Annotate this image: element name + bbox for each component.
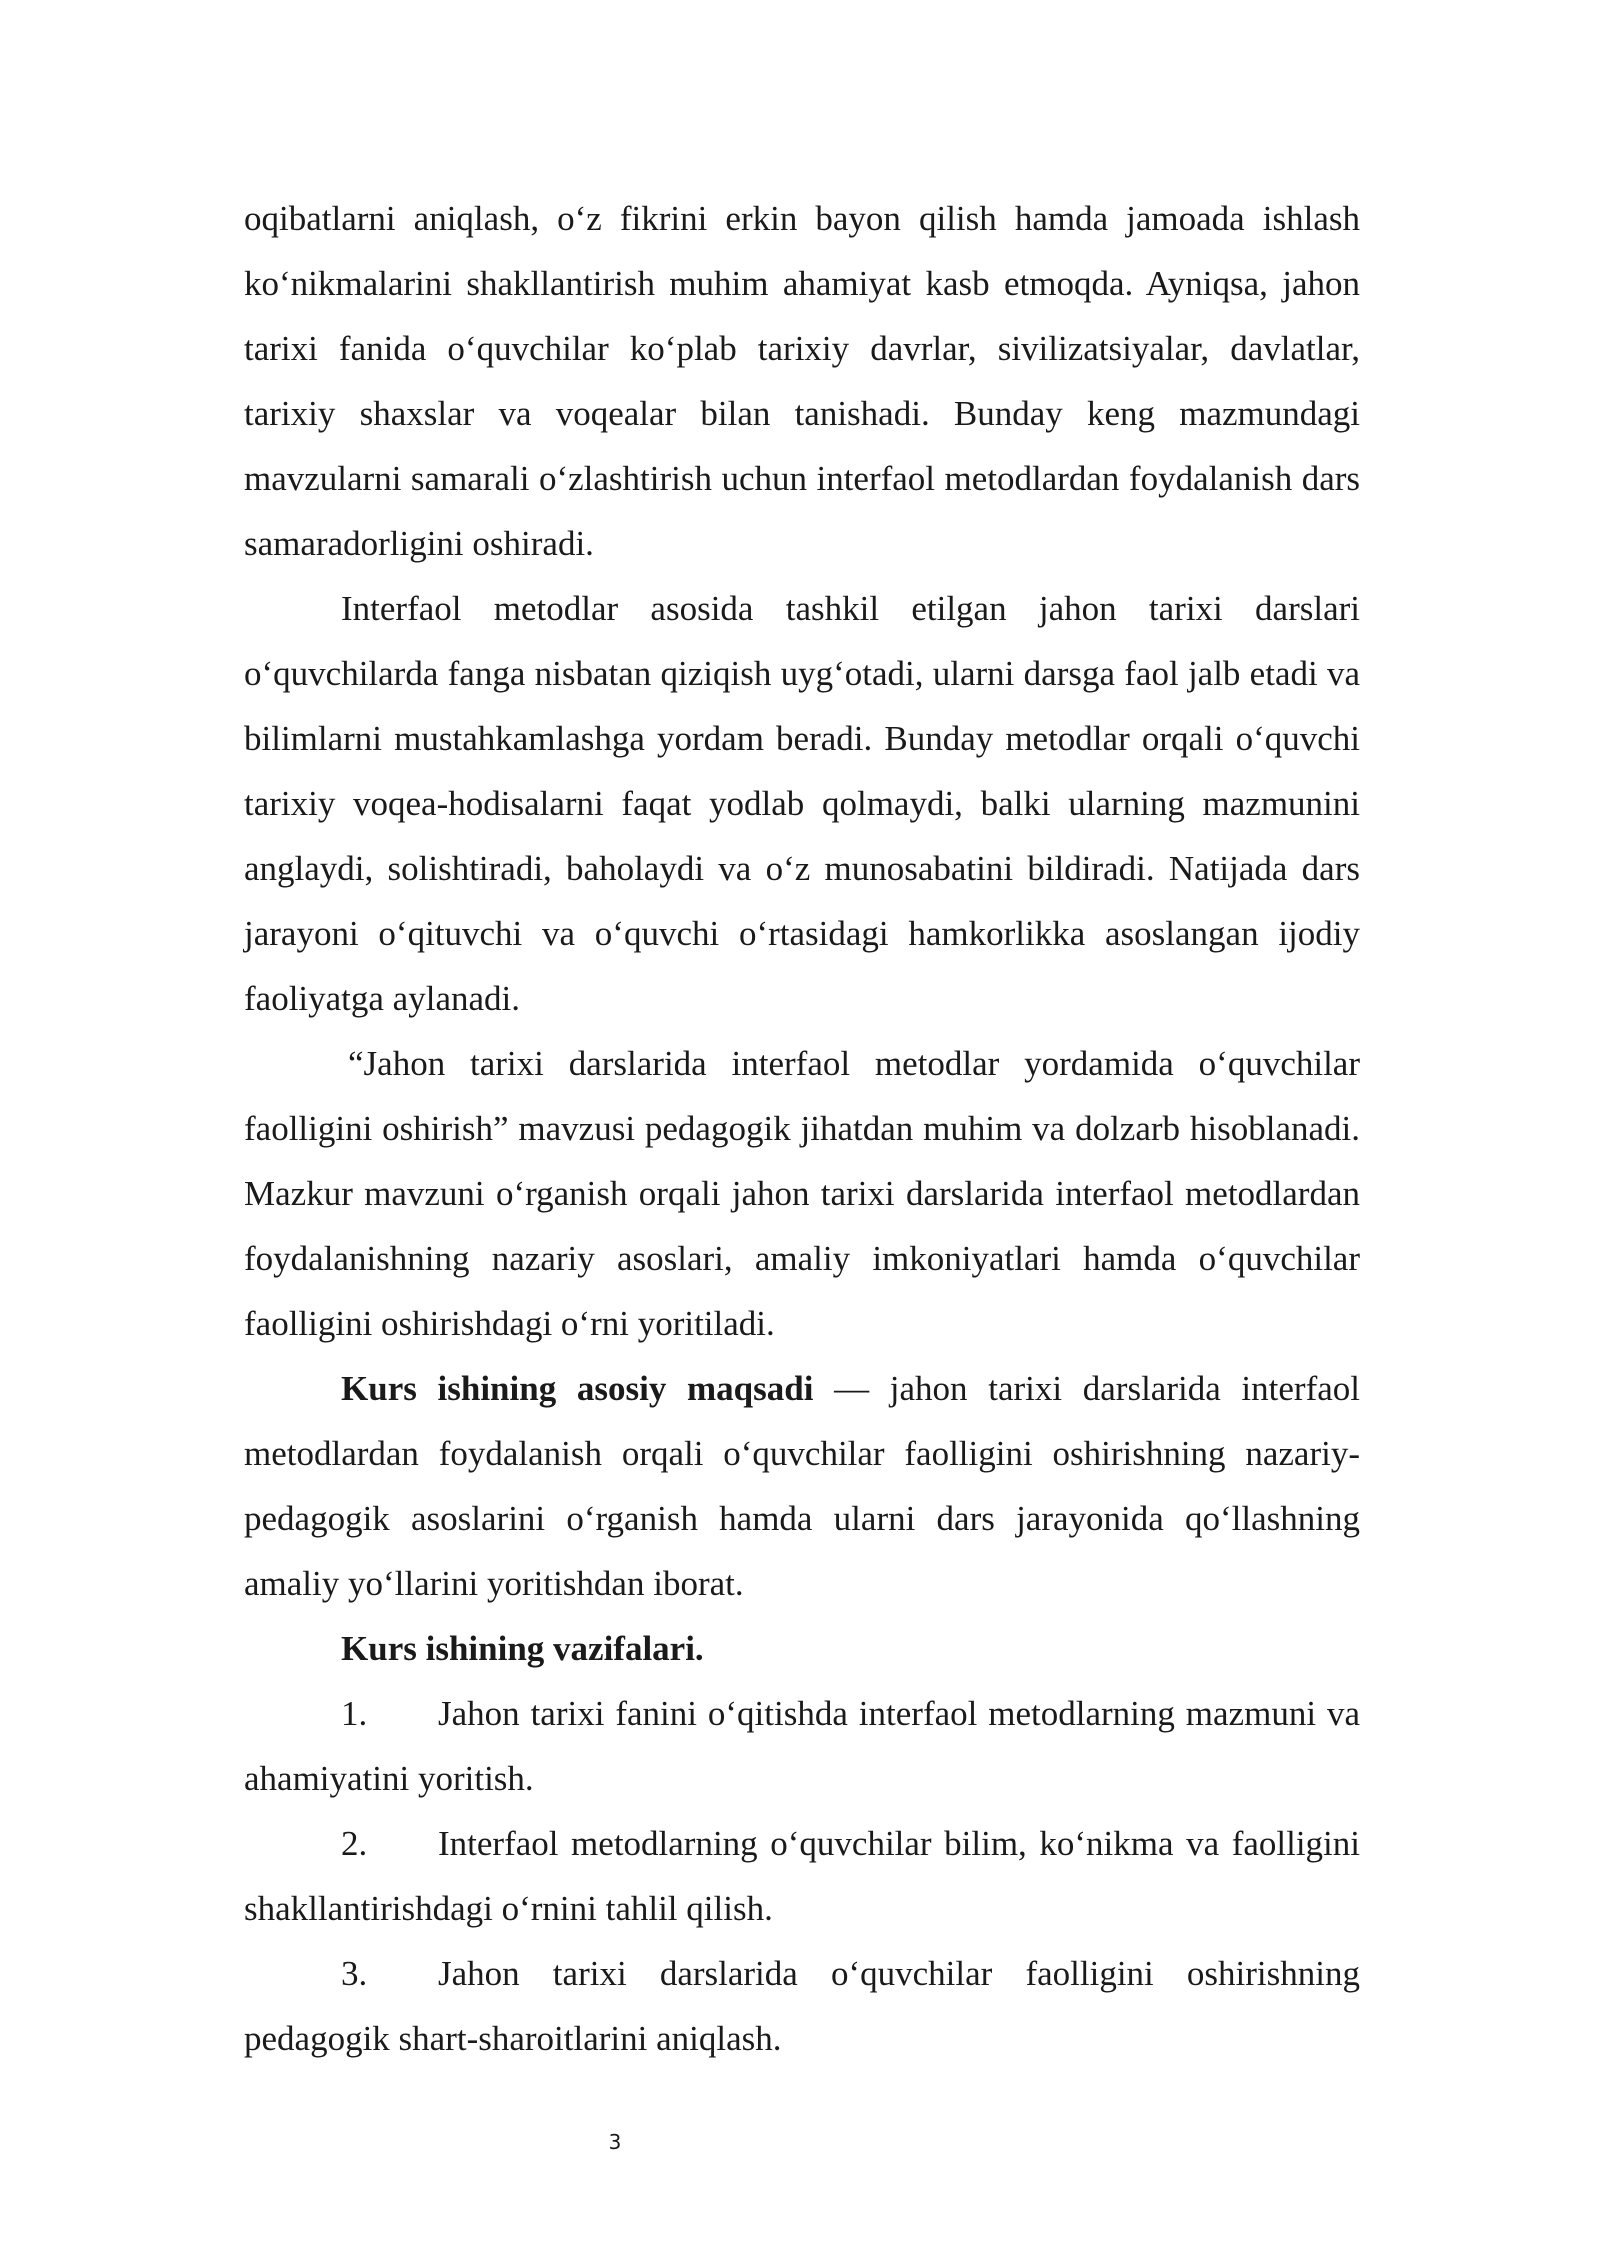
task-item-3: [244, 1941, 1360, 2071]
paragraph-topic-relevance: “Jahon tarixi darslarida interfaol metodlar yordamida o‘quvchilar faolligini oshirish” mavzusi pedagogik jihatdan muhim va dolzarb hisoblanadi. Mazkur mavzuni o‘rganish orqali jahon tarixi darslarida interfaol metodlardan foydalanishning nazariy asoslari, amaliy imkoniyatlari hamda o‘quvchilar faolligini oshirishdagi o‘rni yoritiladi.: [244, 1044, 1360, 1343]
paragraph-interactive-methods: Interfaol metodlar asosida tashkil etilgan jahon tarixi darslari o‘quvchilarda fanga nisbatan qiziqish uyg‘otadi, ularni darsga faol jalb etadi va bilimlarni mustahkamlashga yordam beradi. Bunday metodlar orqali o‘quvchi tarixiy voqea-hodisalarni faqat yodlab qolmaydi, balki ularning mazmunini anglaydi, solishtiradi, baholaydi va o‘z munosabatini bildiradi. Natijada dars jarayoni o‘qituvchi va o‘quvchi o‘rtasidagi hamkorlikka asoslangan ijodiy faoliyatga aylanadi.: [244, 589, 1360, 1018]
task-item-2: [244, 1811, 1360, 1941]
task-number: 2.: [341, 1824, 368, 1863]
task-number: 1.: [341, 1694, 368, 1733]
task-item-1: [244, 1681, 1360, 1811]
page-number: 3: [608, 2130, 622, 2154]
tasks-heading: Kurs ishining vazifalari.: [341, 1629, 704, 1668]
task-text: Interfaol metodlarning o‘quvchilar bilim, ko‘nikma va faolligini shakllantirishdagi o‘rnini tahlil qilish.: [244, 1824, 1360, 1928]
document-body: [244, 186, 1360, 2071]
main-goal-label: Kurs ishining asosiy maqsadi: [341, 1369, 814, 1408]
paragraph-main-goal: [244, 1356, 1360, 1616]
task-number: 3.: [341, 1954, 368, 1993]
main-goal-text: — jahon tarixi darslarida interfaol metodlardan foydalanish orqali o‘quvchilar faolligini oshirishning nazariy-pedagogik asoslarini o‘rganish hamda ularni dars jarayonida qo‘llashning amaliy yo‘llarini yoritishdan iborat.: [244, 1369, 1360, 1603]
paragraph-consequences: oqibatlarni aniqlash, o‘z fikrini erkin bayon qilish hamda jamoada ishlash ko‘nikmalarini shakllantirish muhim ahamiyat kasb etmoqda. Ayniqsa, jahon tarixi fanida o‘quvchilar ko‘plab tarixiy davrlar, sivilizatsiyalar, davlatlar, tarixiy shaxslar va voqealar bilan tanishadi. Bunday keng mazmundagi mavzularni samarali o‘zlashtirish uchun interfaol metodlardan foydalanish dars samaradorligini oshiradi.: [244, 199, 1360, 563]
task-text: Jahon tarixi darslarida o‘quvchilar faolligini oshirishning pedagogik shart-sharoitlarini aniqlash.: [244, 1954, 1360, 2058]
task-text: Jahon tarixi fanini o‘qitishda interfaol metodlarning mazmuni va ahamiyatini yoritish.: [244, 1694, 1360, 1798]
